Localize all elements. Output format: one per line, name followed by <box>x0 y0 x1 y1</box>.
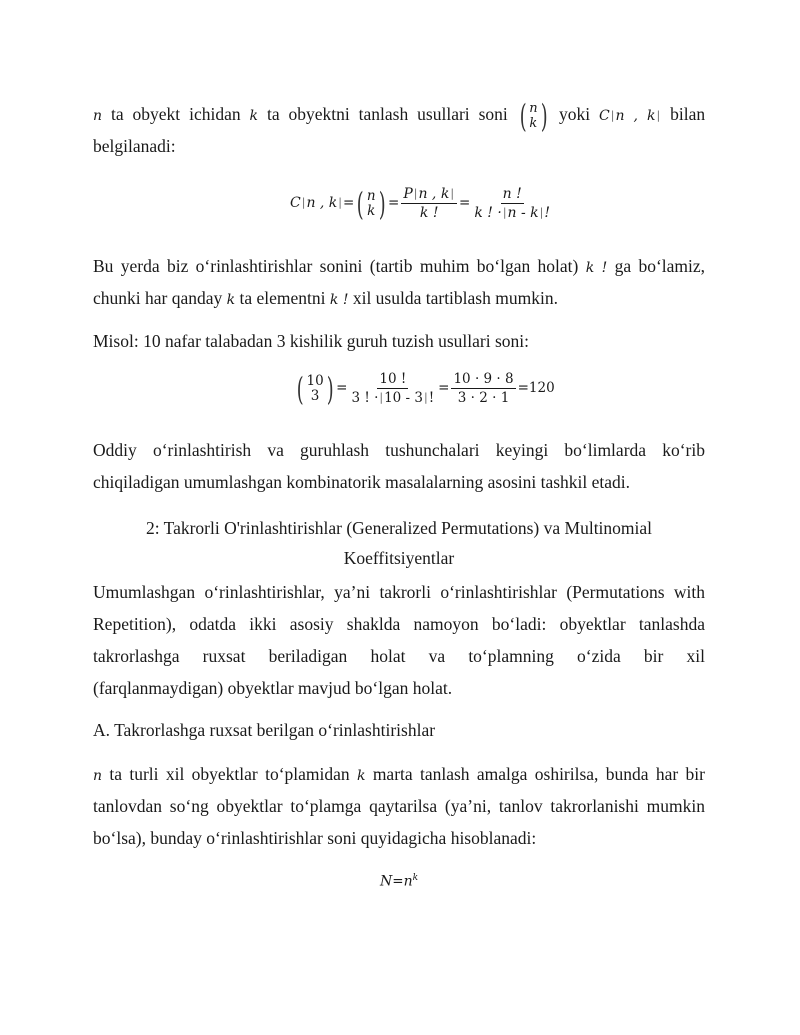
equals-sign: = <box>392 873 404 890</box>
math-var: k <box>249 108 259 124</box>
bracket-mark: | <box>539 206 544 219</box>
math-term: k ! · <box>474 205 502 221</box>
binomial-top: 10 <box>306 372 324 389</box>
text-span: bilan <box>670 104 706 124</box>
math-args: n , k <box>615 108 656 124</box>
paragraph-explanation <box>93 250 705 314</box>
equals-sign: = <box>459 195 471 211</box>
binomial-stack <box>529 101 537 131</box>
left-paren: ( <box>357 184 365 223</box>
text-span: ga bo‘lamiz, <box>614 256 706 276</box>
formula-combination <box>290 186 554 221</box>
binomial-bottom: k <box>529 115 538 131</box>
text-span: Bu yerda biz o‘rinlashtirishlar sonini (tartib muhim bo‘lgan holat) <box>93 256 579 276</box>
fraction <box>472 186 552 221</box>
math-args: n , k <box>418 186 450 202</box>
bracket-mark: | <box>656 109 661 122</box>
math-var: N <box>380 873 393 890</box>
paragraph-line: Repetition), odatda ikki asosiy shaklda namoyon bo‘ladi: obyektlar tanlashda <box>93 614 705 634</box>
equals-sign: = <box>388 195 400 211</box>
paragraph-line <box>93 758 705 790</box>
bracket-mark: | <box>610 109 615 122</box>
paragraph-line: chiqiladigan umumlashgan kombinatorik masalalarning asosini tashkil etadi. <box>93 472 631 492</box>
math-term: ! <box>428 390 435 406</box>
paragraph-repetition <box>93 758 705 854</box>
paragraph-line <box>93 282 705 314</box>
text-span: ta turli xil obyektlar to‘plamidan <box>109 764 350 784</box>
fraction-numerator: n ! <box>502 186 522 202</box>
paragraph-line: Oddiy o‘rinlashtirish va guruhlash tushunchalari keyingi bo‘limlarda ko‘rib <box>93 440 705 460</box>
math-var: k <box>226 292 236 308</box>
math-var: P <box>403 186 413 202</box>
subsection-title <box>93 714 705 746</box>
paragraph-line <box>93 96 706 135</box>
math-args: n , k <box>306 195 338 211</box>
formula-power <box>380 873 418 890</box>
paragraph-line: Umumlashgan o‘rinlashtirishlar, ya’ni takrorli o‘rinlashtirishlar (Permutations with <box>93 582 705 602</box>
equals-sign: = <box>343 195 355 211</box>
paragraph-summary <box>93 434 705 498</box>
math-term: 3 ! · <box>351 390 379 406</box>
bracket-mark: | <box>424 391 428 404</box>
bracket-mark: | <box>301 196 306 209</box>
paragraph-line: tanlovdan so‘ng obyektlar to‘plamga qaytarilsa (ya’ni, tanlov takrorlanishi mumkin <box>93 796 705 816</box>
binomial-bottom: k <box>367 202 376 219</box>
math-var: C <box>290 195 301 211</box>
math-expression: k ! <box>585 260 608 276</box>
fraction-denominator: 3 · 2 · 1 <box>457 390 510 406</box>
text-span: marta tanlash amalga oshirilsa, bunda har bir <box>372 764 705 784</box>
paragraph-line: belgilanadi: <box>93 136 176 156</box>
text-span: yoki <box>558 104 591 124</box>
left-paren: ( <box>296 369 304 408</box>
math-args: n - k <box>507 205 539 221</box>
math-var: n <box>93 108 103 124</box>
result-value: 120 <box>528 380 555 396</box>
equals-sign: = <box>517 380 529 396</box>
binomial-top: n <box>529 100 538 116</box>
binomial-stack <box>306 374 323 404</box>
text-span: ta obyekt ichidan <box>110 104 241 124</box>
bracket-mark: | <box>379 391 384 404</box>
fraction <box>349 371 436 406</box>
math-args: 10 - 3 <box>384 390 423 406</box>
paragraph-line: Misol: 10 nafar talabadan 3 kishilik guruh tuzish usullari soni: <box>93 331 529 351</box>
equals-sign: = <box>438 380 450 396</box>
binomial-top: n <box>366 187 376 204</box>
binomial-bottom: 3 <box>310 387 320 404</box>
right-paren: ) <box>378 184 386 223</box>
paragraph-example <box>93 325 705 357</box>
paragraph-line: bo‘lsa), bunday o‘rinlashtirishlar soni quyidagicha hisoblanadi: <box>93 828 537 848</box>
heading-line: 2: Takrorli O'rinlashtirishlar (Generalized Permutations) va Multinomial <box>145 518 653 538</box>
paragraph-line: takrorlashga ruxsat beriladigan holat va to‘plamning o‘zida bir xil <box>93 646 705 666</box>
bracket-mark: | <box>502 206 507 219</box>
right-paren: ) <box>540 96 548 135</box>
fraction <box>451 371 515 406</box>
binomial-stack <box>367 189 376 219</box>
math-var: n <box>93 768 103 784</box>
fraction-denominator: k ! <box>419 205 439 221</box>
binomial-coefficient <box>294 369 336 408</box>
paragraph-line: A. Takrorlashga ruxsat berilgan o‘rinlashtirishlar <box>93 720 436 740</box>
fraction-numerator <box>401 186 457 204</box>
fraction-numerator: 10 ! <box>379 371 407 387</box>
exponent: k <box>412 873 419 883</box>
paragraph-line <box>93 250 705 282</box>
paragraph-line: (farqlanmaydigan) obyektlar mavjud bo‘lgan holat. <box>93 678 453 698</box>
binomial-coefficient <box>354 184 388 223</box>
paragraph-generalized <box>93 576 705 704</box>
math-var: k <box>356 768 366 784</box>
fraction-denominator <box>472 204 552 221</box>
math-var: C <box>599 108 610 124</box>
math-expression <box>599 108 661 124</box>
equals-sign: = <box>336 380 348 396</box>
bracket-mark: | <box>338 196 343 209</box>
right-paren: ) <box>326 369 334 408</box>
text-span: ta elementni <box>239 288 326 308</box>
paragraph-definition <box>93 98 705 162</box>
formula-example <box>294 371 555 406</box>
fraction-denominator <box>349 389 436 406</box>
left-paren: ( <box>519 96 527 135</box>
math-expression: k ! <box>329 292 349 308</box>
bracket-mark: | <box>450 187 455 200</box>
fraction-numerator: 10 · 9 · 8 <box>453 371 514 387</box>
binomial-coefficient <box>517 96 550 135</box>
heading-line: Koeffitsiyentlar <box>343 548 455 568</box>
text-span: chunki har qanday <box>93 288 223 308</box>
bracket-mark: | <box>413 187 418 200</box>
math-var: n <box>403 873 413 890</box>
section-heading <box>93 513 705 573</box>
fraction <box>401 186 457 221</box>
text-span: xil usulda tartiblash mumkin. <box>352 288 558 308</box>
text-span: ta obyektni tanlash usullari soni <box>266 104 508 124</box>
math-term: ! <box>544 205 551 221</box>
